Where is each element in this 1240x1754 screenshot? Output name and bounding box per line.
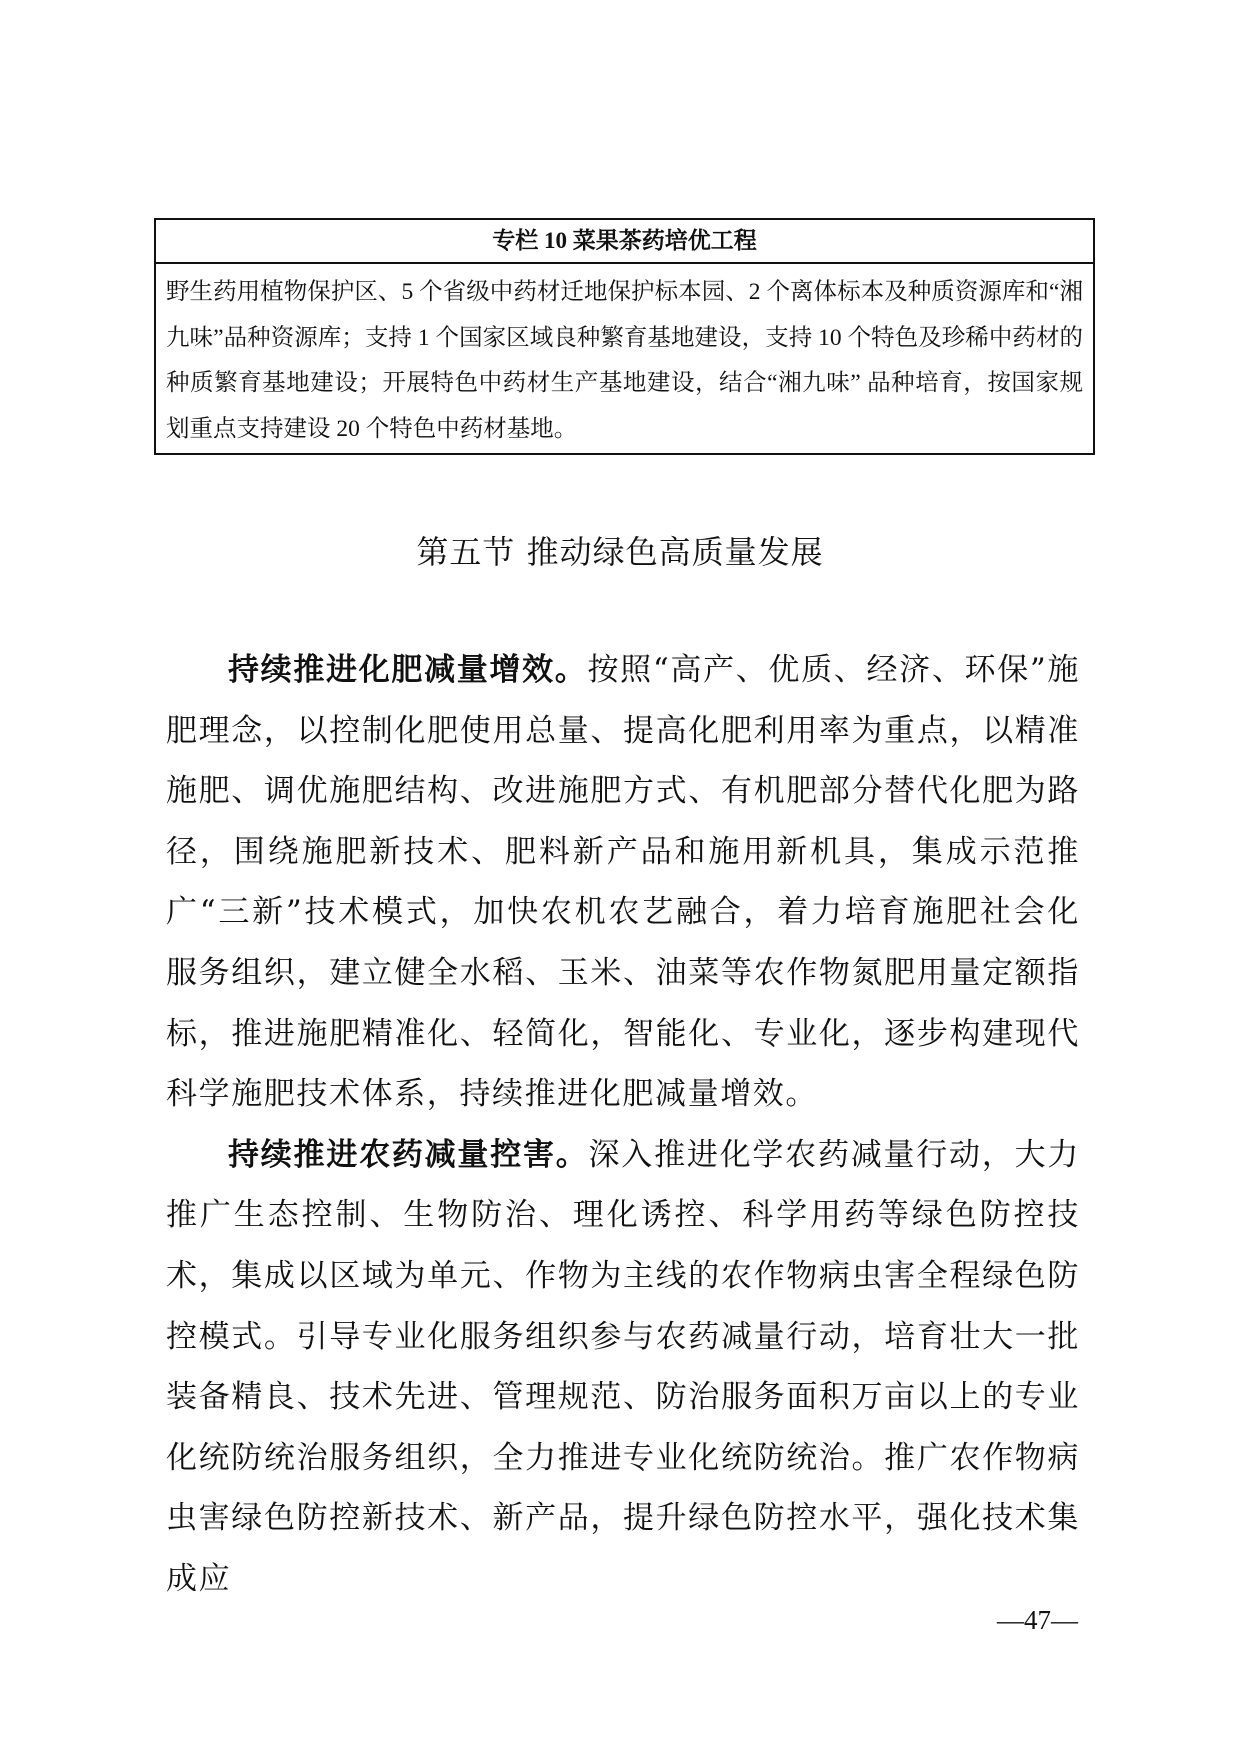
paragraph-fertilizer-reduction [166,640,1080,1125]
paragraph-lead: 持续推进化肥减量增效。 [228,652,588,688]
page-number: —47— [997,1605,1078,1635]
paragraph-pesticide-reduction [166,1125,1080,1610]
body-text [166,640,1080,1610]
paragraph-text: 深入推进化学农药减量行动，大力推广生态控制、生物防治、理化诱控、科学用药等绿色防控技术，集成以区域为单元、作物为主线的农作物病虫害全程绿色防控模式。引导专业化服务组织参与农药减量行动，培育壮大一批装备精良、技术先进、管理规范、防治服务面积万亩以上的专业化统防统治服务组织，全力推进专业化统防统治。推广农作物病虫害绿色防控新技术、新产品，提升绿色防控水平，强化技术集成应 [166,1136,1080,1597]
feature-column-box [154,218,1095,455]
section-title: 第五节 推动绿色高质量发展 [416,533,824,571]
paragraph-lead: 持续推进农药减量控害。 [228,1136,589,1173]
paragraph-text: 按照“高产、优质、经济、环保”施肥理念，以控制化肥使用总量、提高化肥利用率为重点，以精准施肥、调优施肥结构、改进施肥方式、有机肥部分替代化肥为路径，围绕施肥新技术、肥料新产品和施用新机具，集成示范推广“三新”技术模式，加快农机农艺融合，着力培育施肥社会化服务组织，建立健全水稻、玉米、油菜等农作物氮肥用量定额指标，推进施肥精准化、轻简化，智能化、专业化，逐步构建现代科学施肥技术体系，持续推进化肥减量增效。 [166,652,1081,1113]
column-box-body [156,264,1093,452]
column-box-text: 野生药用植物保护区、5 个省级中药材迁地保护标本园、2 个离体标本及种质资源库和“湘九味”品种资源库；支持 1 个国家区域良种繁育基地建设，支持 10 个特色及珍稀中药材的种质繁育基地建设；开展特色中药材生产基地建设，结合“湘九味” 品种培育，按国家规划重点支持建设 20 个特色中药材基地。 [166,279,1083,442]
column-box-title: 专栏 10 菜果茶药培优工程 [156,220,1093,264]
